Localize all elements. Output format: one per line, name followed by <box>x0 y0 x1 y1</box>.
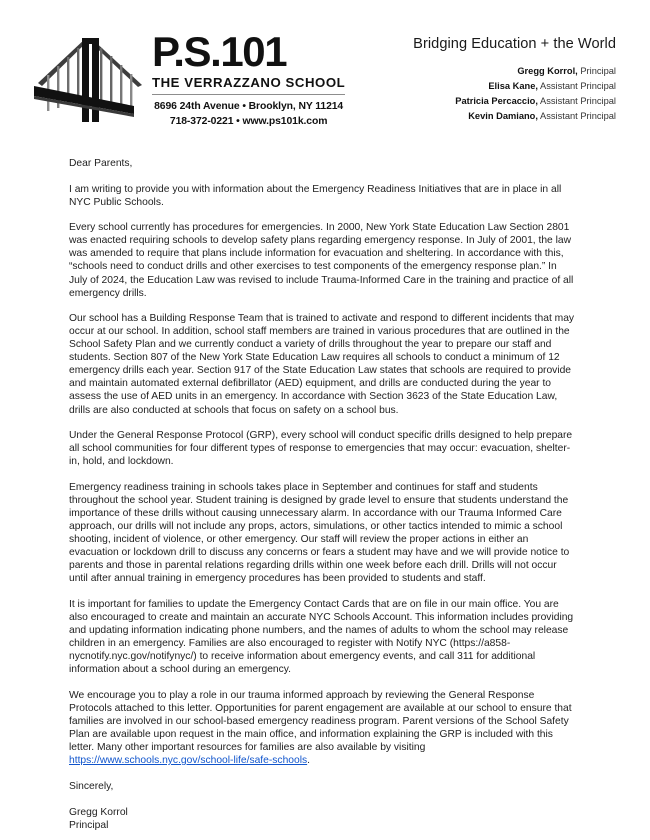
paragraph-readiness-training: Emergency readiness training in schools takes place in September and continues for staff and students throughout the school year. Student training is designed by grade level to ensure that students understand the importance of these drills without causing unnecessary alarm. In accordance with our Trauma Informed Care approach, our drills will not include any props, actors, simulations, or other tactics intended to mimic a school shooting, incident of violence, or other emergency. Our staff will review the proper actions in either an evacuation or lockdown drill to discuss any concerns or fears a student may have and we will provide notice to parents and those in parental relations regarding drills within one week before each drill. Drills will not occur until after annual training in emergency procedures has been provided to students and staff. <box>69 481 570 585</box>
signature-name: Gregg Korrol <box>69 806 128 818</box>
administrator-row <box>413 94 616 109</box>
signature-title: Principal <box>69 819 109 831</box>
paragraph-resources-text: We encourage you to play a role in our trauma informed approach by reviewing the General Response Protocols attached to this letter. Opportunities for parent engagement are available at our school to ensure that families are involved in our school-based emergency readiness program. Parent versions of the School Safety Plan are available upon request in the main office, and information explaining the GRP is included with this letter. Many other important resources for families are also available by visiting <box>69 689 572 753</box>
school-wordmark <box>152 30 345 129</box>
administrator-title: Assistant Principal <box>540 96 616 107</box>
school-logo-block <box>34 30 345 130</box>
paragraph-education-law: Every school currently has procedures for emergencies. In 2000, New York State Education Law Section 2801 was enacted requiring schools to develop safety plans regarding emergency response. In July of 2001, the law was amended to require that plans include information for evacuation and sheltering. In accordance with this, “schools need to conduct drills and other exercises to test components of the emergency response plan.” In July of 2024, the Education Law was revised to include Trauma-Informed Care in the training and practice of all emergency drills. <box>69 222 574 299</box>
letterhead <box>0 0 650 140</box>
administrator-list <box>413 64 616 124</box>
paragraph-general-response-protocol: Under the General Response Protocol (GRP), every school will conduct specific drills designed to help prepare all school communities for four different types of response to emergencies that may occur: evacuation, shelter-in, hold, and lockdown. <box>69 430 573 468</box>
administrator-title: Principal <box>580 66 616 76</box>
administrator-title: Assistant Principal <box>540 111 616 122</box>
paragraph-building-response-team: Our school has a Building Response Team that is trained to activate and respond to different incidents that may occur at our school. In addition, school staff members are trained in various procedures that are outlined in the School Safety Plan and we currently conduct a variety of drills throughout the year to prepare our staff and students. Section 807 of the New York State Education Law requires all schools to conduct a minimum of 12 emergency drills each year. Section 917 of the State Education Law states that schools are required to provide and maintain automated external defibrillator (AED) equipment, and drills are conducted during the year to assess the use of AED units in an emergency. In accordance with Section 3623 of the State Education Law, drills are also conducted at schools that focus on safety on a school bus. <box>69 313 575 416</box>
administrator-name: Gregg Korrol, <box>517 66 578 76</box>
letterhead-divider <box>152 94 345 95</box>
administrator-row <box>413 64 616 79</box>
school-address: 8696 24th Avenue • Brooklyn, NY 11214 <box>154 101 344 113</box>
administrator-name: Kevin Damiano, <box>468 111 538 122</box>
administrator-name: Elisa Kane, <box>488 81 538 92</box>
paragraph-emergency-contact-cards: It is important for families to update the Emergency Contact Cards that are on file in our main office. You are also encouraged to create and maintain an accurate NYC Schools Account. This information includes providing and updating information indicating phone numbers, and the names of adults to whom the school may release children in an emergency. Families are also encouraged to register with Notify NYC (https://a858-nycnotify.nyc.gov/notifynyc/) to receive information about emergency events, and call 311 for additional information about a school during an emergency. <box>69 598 574 676</box>
administrator-name: Patricia Percaccio, <box>455 96 538 107</box>
paragraph-intro: I am writing to provide you with information about the Emergency Readiness Initiatives that are in place in all NYC Public Schools. <box>69 183 562 208</box>
administrator-row <box>413 109 616 124</box>
administrator-row <box>413 79 616 94</box>
school-name: P.S.101 <box>152 28 287 75</box>
school-contact: 718-372-0221 • www.ps101k.com <box>169 115 328 127</box>
safe-schools-link[interactable]: https://www.schools.nyc.gov/school-life/safe-schools <box>69 754 308 766</box>
paragraph-resources <box>69 689 577 767</box>
paragraph-resources-period: . <box>307 754 310 766</box>
letter-body <box>69 157 577 832</box>
closing: Sincerely, <box>69 780 114 792</box>
administrator-title: Assistant Principal <box>540 81 616 92</box>
salutation: Dear Parents, <box>69 158 133 169</box>
letterhead-right-block <box>413 36 616 124</box>
school-tagline: Bridging Education + the World <box>413 36 616 52</box>
school-subtitle: THE VERRAZZANO SCHOOL <box>152 75 346 91</box>
suspension-bridge-icon <box>34 30 146 130</box>
